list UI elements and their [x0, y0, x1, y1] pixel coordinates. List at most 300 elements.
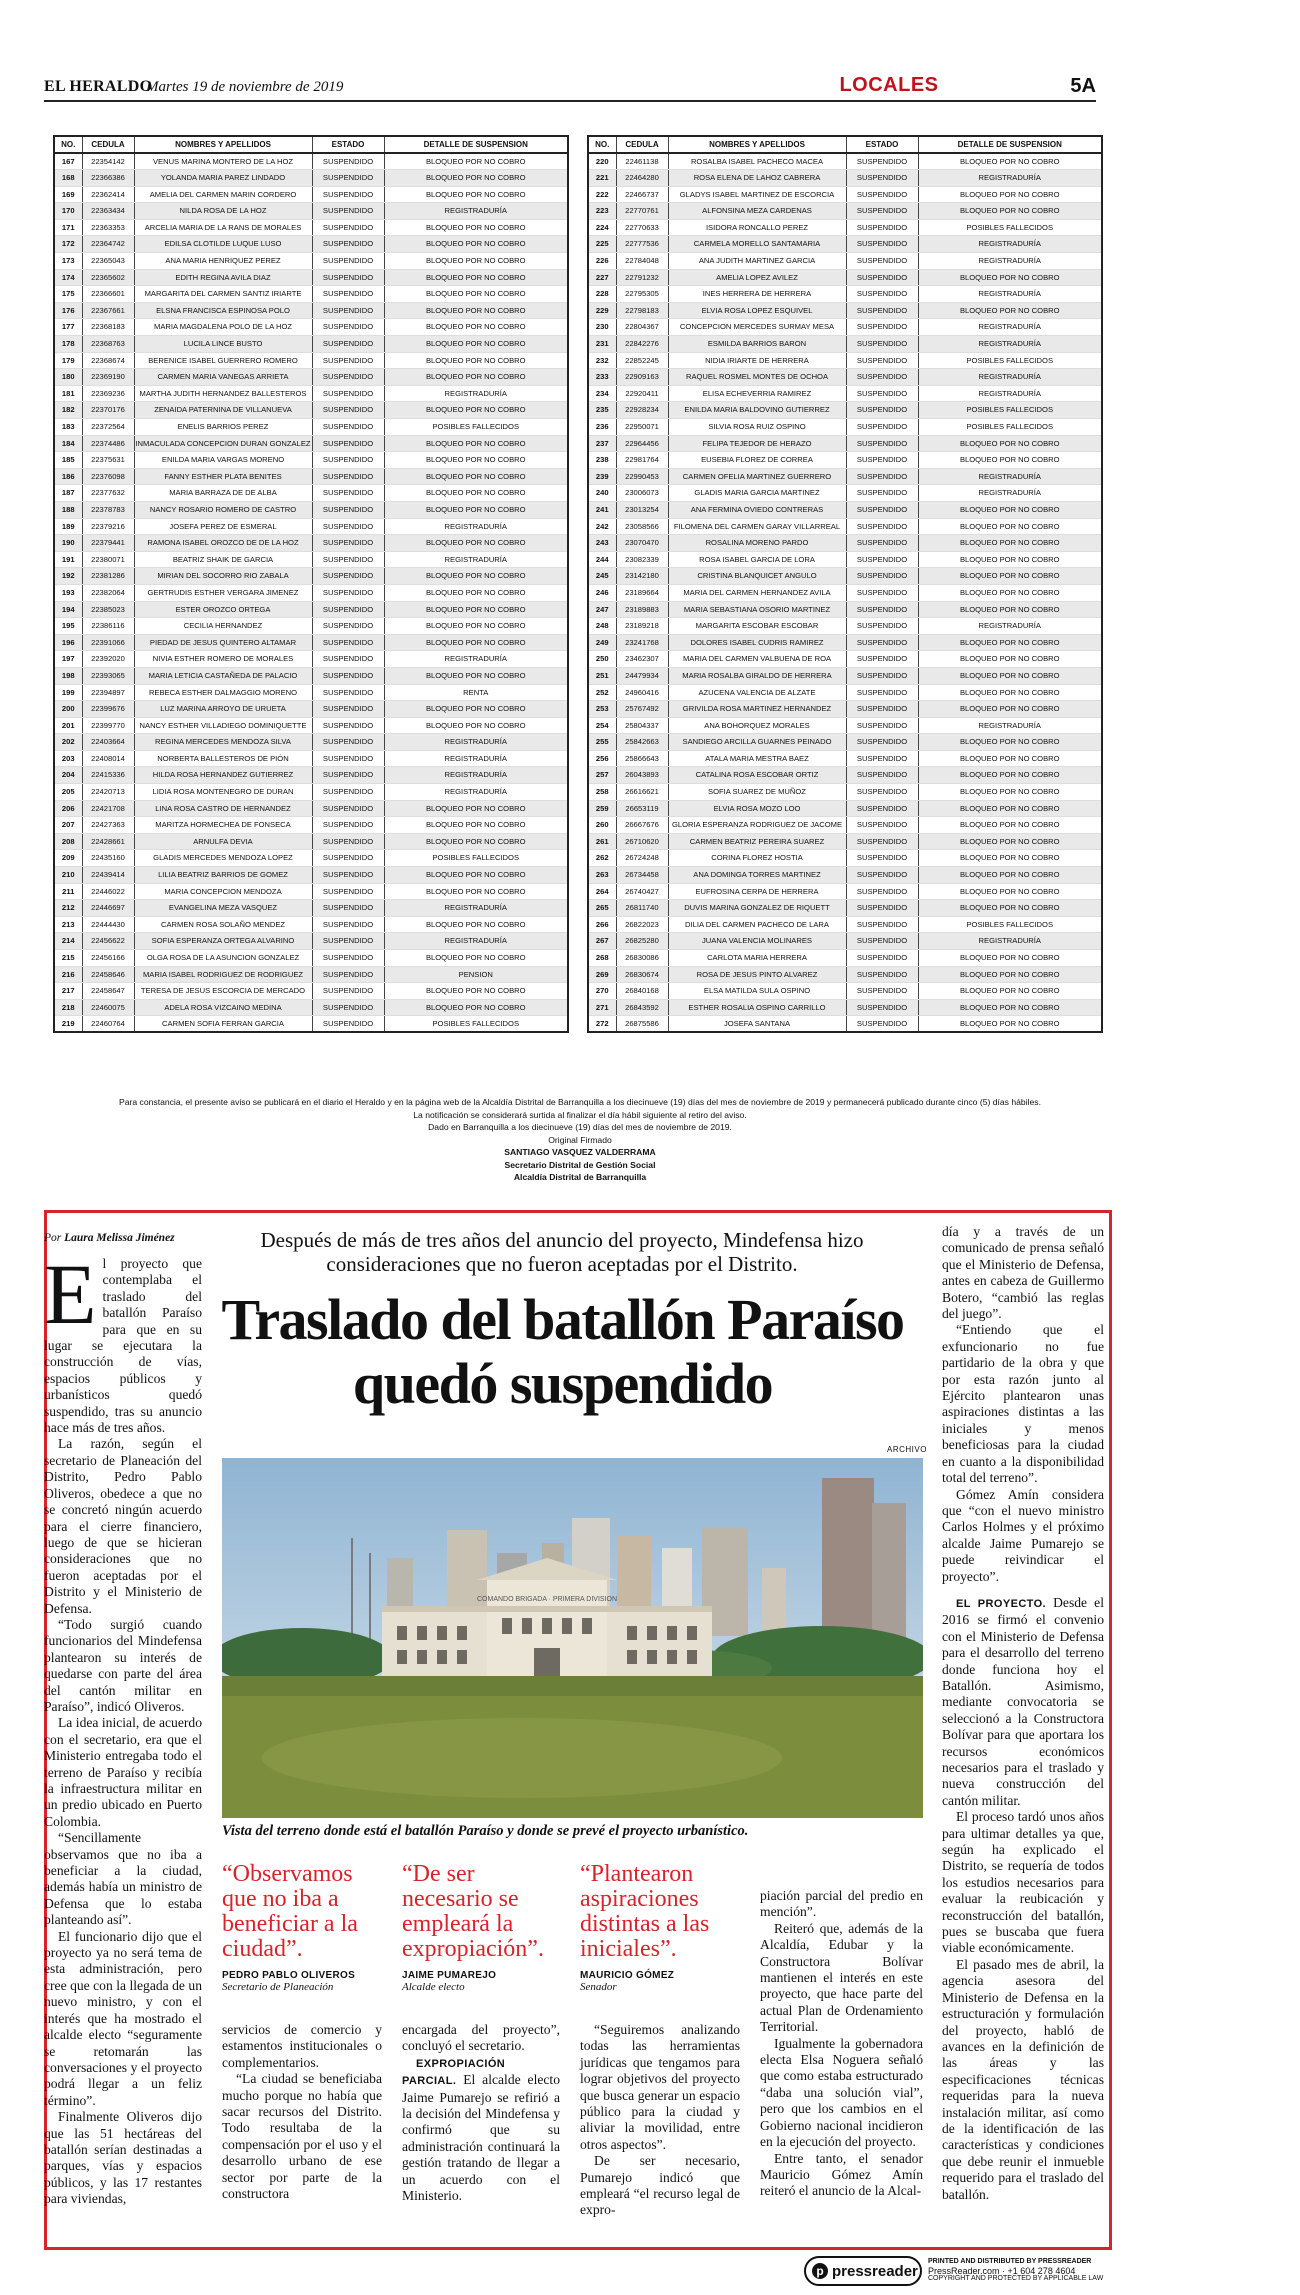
cell-number: 183: [54, 419, 82, 436]
cell-cedula: 22368674: [82, 352, 134, 369]
col-header-name: NOMBRES Y APELLIDOS: [668, 136, 846, 153]
cell-cedula: 22920411: [616, 385, 668, 402]
cell-detail: BLOQUEO POR NO COBRO: [918, 999, 1102, 1016]
cell-cedula: 22466737: [616, 186, 668, 203]
cell-cedula: 22374486: [82, 435, 134, 452]
cell-name: FILOMENA DEL CARMEN GARAY VILLARREAL: [668, 518, 846, 535]
cell-name: ANA MARIA HENRIQUEZ PEREZ: [134, 253, 312, 270]
cell-name: ELSNA FRANCISCA ESPINOSA POLO: [134, 302, 312, 319]
cell-status: SUSPENDIDO: [312, 734, 384, 751]
cell-detail: BLOQUEO POR NO COBRO: [918, 734, 1102, 751]
cell-number: 194: [54, 601, 82, 618]
cell-status: SUSPENDIDO: [312, 701, 384, 718]
cell-cedula: 22403664: [82, 734, 134, 751]
table-row: [54, 369, 568, 386]
quote-text: “Observamos que no iba a beneficiar a la ciudad”.: [222, 1861, 358, 1962]
cell-cedula: 26830086: [616, 950, 668, 967]
table-row: [588, 485, 1102, 502]
cell-name: YOLANDA MARIA PAREZ LINDADO: [134, 170, 312, 187]
cell-status: SUSPENDIDO: [312, 933, 384, 950]
table-row: [588, 601, 1102, 618]
cell-detail: BLOQUEO POR NO COBRO: [384, 501, 568, 518]
table-row: [588, 850, 1102, 867]
cell-detail: BLOQUEO POR NO COBRO: [384, 535, 568, 552]
quote-role: Senador: [580, 1981, 617, 1993]
cell-number: 249: [588, 634, 616, 651]
cell-number: 265: [588, 900, 616, 917]
cell-number: 263: [588, 867, 616, 884]
cell-cedula: 25866643: [616, 750, 668, 767]
cell-name: AMELIA DEL CARMEN MARIN CORDERO: [134, 186, 312, 203]
cell-cedula: 22379216: [82, 518, 134, 535]
cell-name: ANA JUDITH MARTINEZ GARCIA: [668, 253, 846, 270]
cell-status: SUSPENDIDO: [846, 999, 918, 1016]
cell-detail: BLOQUEO POR NO COBRO: [918, 269, 1102, 286]
cell-name: GLADIS MARIA GARCIA MARTINEZ: [668, 485, 846, 502]
cell-status: SUSPENDIDO: [312, 601, 384, 618]
table-row: [588, 651, 1102, 668]
table-row: [54, 153, 568, 170]
table-row: [54, 518, 568, 535]
cell-number: 170: [54, 203, 82, 220]
notice-line: Dado en Barranquilla a los diecinueve (19) días del mes de noviembre de 2019.: [428, 1122, 732, 1132]
cell-status: SUSPENDIDO: [846, 618, 918, 635]
cell-name: EUSEBIA FLOREZ DE CORREA: [668, 452, 846, 469]
cell-detail: REGISTRADURÍA: [384, 750, 568, 767]
cell-number: 186: [54, 468, 82, 485]
cell-number: 233: [588, 369, 616, 386]
table-row: [588, 750, 1102, 767]
cell-detail: BLOQUEO POR NO COBRO: [918, 900, 1102, 917]
table-row: [588, 618, 1102, 635]
cell-number: 236: [588, 419, 616, 436]
cell-number: 235: [588, 402, 616, 419]
cell-number: 230: [588, 319, 616, 336]
table-row: [588, 999, 1102, 1016]
cell-cedula: 22791232: [616, 269, 668, 286]
cell-name: CONCEPCION MERCEDES SURMAY MESA: [668, 319, 846, 336]
cell-number: 208: [54, 833, 82, 850]
cell-status: SUSPENDIDO: [312, 153, 384, 170]
cell-cedula: 26822023: [616, 916, 668, 933]
col-header-estado: ESTADO: [312, 136, 384, 153]
cell-detail: BLOQUEO POR NO COBRO: [384, 435, 568, 452]
cell-name: REGINA MERCEDES MENDOZA SILVA: [134, 734, 312, 751]
article-column-1: [44, 1246, 202, 2208]
cell-cedula: 22415336: [82, 767, 134, 784]
table-row: [54, 767, 568, 784]
cell-detail: POSIBLES FALLECIDOS: [384, 850, 568, 867]
table-row: [588, 369, 1102, 386]
cell-cedula: 22795305: [616, 286, 668, 303]
cell-status: SUSPENDIDO: [846, 717, 918, 734]
cell-status: SUSPENDIDO: [846, 900, 918, 917]
table-row: [54, 219, 568, 236]
copyright-line: COPYRIGHT AND PROTECTED BY APPLICABLE LAW: [928, 2275, 1104, 2282]
cell-status: SUSPENDIDO: [312, 900, 384, 917]
table-row: [54, 336, 568, 353]
cell-detail: POSIBLES FALLECIDOS: [918, 916, 1102, 933]
signatory-title: Secretario Distrital de Gestión Social: [504, 1159, 656, 1170]
table-row: [588, 253, 1102, 270]
article-column-3: [402, 2022, 560, 2204]
cell-status: SUSPENDIDO: [312, 352, 384, 369]
paragraph: “La ciudad se beneficiaba mucho porque no había que sacar recursos del Distrito. Todo resultaba de la compensación por el uso y el desarrollo urbano de ese sector por parte de la constructora: [222, 2071, 382, 2202]
table-row: [54, 452, 568, 469]
cell-detail: BLOQUEO POR NO COBRO: [918, 452, 1102, 469]
cell-cedula: 22461138: [616, 153, 668, 170]
cell-name: RAMONA ISABEL OROZCO DE DE LA HOZ: [134, 535, 312, 552]
cell-number: 175: [54, 286, 82, 303]
cell-detail: REGISTRADURÍA: [384, 784, 568, 801]
photo-credit: ARCHIVO: [887, 1445, 927, 1454]
cell-name: NIVIA ESTHER ROMERO DE MORALES: [134, 651, 312, 668]
table-row: [588, 568, 1102, 585]
cell-number: 179: [54, 352, 82, 369]
cell-cedula: 22381286: [82, 568, 134, 585]
cell-number: 242: [588, 518, 616, 535]
cell-detail: BLOQUEO POR NO COBRO: [384, 302, 568, 319]
cell-status: SUSPENDIDO: [312, 435, 384, 452]
table-row: [588, 551, 1102, 568]
paragraph: día y a través de un comunicado de prensa señaló que el Ministerio de Defensa, antes en cabeza de Guillermo Botero, “cambió las reglas del juego”.: [942, 1224, 1104, 1322]
cell-cedula: 22380071: [82, 551, 134, 568]
cell-detail: REGISTRADURÍA: [384, 651, 568, 668]
cell-cedula: 22354142: [82, 153, 134, 170]
legal-notice: [60, 1096, 1100, 1184]
cell-number: 257: [588, 767, 616, 784]
cell-name: LILIA BEATRIZ BARRIOS DE GOMEZ: [134, 867, 312, 884]
cell-detail: POSIBLES FALLECIDOS: [918, 352, 1102, 369]
cell-number: 199: [54, 684, 82, 701]
cell-cedula: 22368183: [82, 319, 134, 336]
cell-name: OLGA ROSA DE LA ASUNCION GONZALEZ: [134, 950, 312, 967]
cell-number: 261: [588, 833, 616, 850]
cell-name: ANA BOHORQUEZ MORALES: [668, 717, 846, 734]
table-row: [54, 667, 568, 684]
table-row: [54, 817, 568, 834]
cell-number: 191: [54, 551, 82, 568]
cell-number: 218: [54, 999, 82, 1016]
cell-detail: BLOQUEO POR NO COBRO: [918, 867, 1102, 884]
cell-status: SUSPENDIDO: [312, 236, 384, 253]
cell-cedula: 22365043: [82, 253, 134, 270]
cell-cedula: 22367661: [82, 302, 134, 319]
cell-number: 227: [588, 269, 616, 286]
cell-detail: BLOQUEO POR NO COBRO: [918, 667, 1102, 684]
cell-status: SUSPENDIDO: [846, 203, 918, 220]
table-row: [588, 701, 1102, 718]
cell-status: SUSPENDIDO: [312, 750, 384, 767]
cell-cedula: 22420713: [82, 784, 134, 801]
paragraph-text: El alcalde electo Jaime Pumarejo se refirió a la decisión del Mindefensa y confirmó que su administración continuará la gestión tratando de llegar a un acuerdo con el Ministerio.: [402, 2072, 560, 2204]
cell-status: SUSPENDIDO: [846, 219, 918, 236]
quote-text: “De ser necesario se empleará la expropiación”.: [402, 1861, 544, 1962]
cell-status: SUSPENDIDO: [846, 186, 918, 203]
paragraph: El funcionario dijo que el proyecto ya no será tema de esta administración, pero cree que con la llegada de un nuevo ministro, y con el interés que ha mostrado el alcalde electo “seguramente se retomarán las conversaciones y el proyecto podrá llegar a un feliz término”.: [44, 1928, 202, 2108]
cell-detail: REGISTRADURÍA: [918, 319, 1102, 336]
cell-cedula: 23070470: [616, 535, 668, 552]
cell-status: SUSPENDIDO: [846, 535, 918, 552]
cell-name: MARIA CONCEPCION MENDOZA: [134, 883, 312, 900]
cell-cedula: 22366601: [82, 286, 134, 303]
paragraph: encargada del proyecto”, concluyó el secretario.: [402, 2022, 560, 2054]
cell-detail: BLOQUEO POR NO COBRO: [384, 186, 568, 203]
table-row: [54, 983, 568, 1000]
table-row: [588, 833, 1102, 850]
cell-cedula: 22382064: [82, 584, 134, 601]
cell-cedula: 22368763: [82, 336, 134, 353]
cell-status: SUSPENDIDO: [312, 784, 384, 801]
table-row: [54, 900, 568, 917]
cell-name: MARIA ROSALBA GIRALDO DE HERRERA: [668, 667, 846, 684]
cell-status: SUSPENDIDO: [312, 452, 384, 469]
byline-prefix: Por: [44, 1232, 62, 1244]
cell-name: INMACULADA CONCEPCION DURAN GONZALEZ: [134, 435, 312, 452]
cell-cedula: 22964456: [616, 435, 668, 452]
cell-number: 190: [54, 535, 82, 552]
cell-status: SUSPENDIDO: [312, 319, 384, 336]
cell-detail: REGISTRADURÍA: [384, 734, 568, 751]
cell-name: ADELA ROSA VIZCAINO MEDINA: [134, 999, 312, 1016]
cell-status: SUSPENDIDO: [846, 385, 918, 402]
paragraph: La idea inicial, de acuerdo con el secretario, era que el Ministerio entregaba todo el terreno de Paraíso y recibía la infraestructura militar en un predio ubicado en Puerto Colombia.: [44, 1715, 202, 1829]
paragraph: El pasado mes de abril, la agencia asesora del Ministerio de Defensa en la estructuración y formulación del proyecto, habló de avances en la definición de las áreas y las especificaciones técnicas requeridas para la nueva instalación militar, así como de la identificación de las características y condiciones que debe reunir el inmueble requerido para el traslado del batallón.: [942, 1956, 1104, 2202]
article-kicker: Después de más de tres años del anuncio del proyecto, Mindefensa hizo consideraciones que no fueron aceptadas por el Distrito.: [260, 1228, 864, 1276]
cell-cedula: 22408014: [82, 750, 134, 767]
cell-detail: BLOQUEO POR NO COBRO: [384, 253, 568, 270]
table-row: [54, 286, 568, 303]
quote-author: MAURICIO GÓMEZ: [580, 1970, 675, 1981]
cell-detail: BLOQUEO POR NO COBRO: [384, 950, 568, 967]
cell-name: CARMEN ROSA SOLAÑO MENDEZ: [134, 916, 312, 933]
cell-cedula: 22770761: [616, 203, 668, 220]
cell-status: SUSPENDIDO: [846, 916, 918, 933]
cell-cedula: 26825280: [616, 933, 668, 950]
cell-number: 239: [588, 468, 616, 485]
cell-name: JOSEFA SANTANA: [668, 1016, 846, 1033]
cell-status: SUSPENDIDO: [846, 485, 918, 502]
table-row: [588, 435, 1102, 452]
cell-name: MARIA DEL CARMEN VALBUENA DE ROA: [668, 651, 846, 668]
cell-number: 240: [588, 485, 616, 502]
cell-status: SUSPENDIDO: [846, 551, 918, 568]
photo-caption: Vista del terreno donde está el batallón Paraíso y donde se prevé el proyecto urbanístico.: [222, 1823, 749, 1839]
notice-line: Original Firmado: [548, 1134, 612, 1145]
cell-status: SUSPENDIDO: [846, 236, 918, 253]
table-row: [54, 916, 568, 933]
cell-detail: REGISTRADURÍA: [384, 203, 568, 220]
cell-cedula: 23189664: [616, 584, 668, 601]
cell-status: SUSPENDIDO: [846, 319, 918, 336]
cell-name: CRISTINA BLANQUICET ANGULO: [668, 568, 846, 585]
cell-cedula: 22377632: [82, 485, 134, 502]
col-header-cedula: CEDULA: [82, 136, 134, 153]
cell-name: FANNY ESTHER PLATA BENITES: [134, 468, 312, 485]
table-row: [54, 236, 568, 253]
cell-cedula: 24479934: [616, 667, 668, 684]
cell-number: 238: [588, 452, 616, 469]
cell-status: SUSPENDIDO: [312, 833, 384, 850]
cell-number: 216: [54, 966, 82, 983]
notice-line: Para constancia, el presente aviso se publicará en el diario el Heraldo y en la página web de la Alcaldía Distrital de Barranquilla a los diecinueve (19) días del mes de noviembre de 2019 y permanecerá publicado durante cinco (5) días hábiles.: [119, 1097, 1041, 1107]
cell-status: SUSPENDIDO: [846, 966, 918, 983]
cell-detail: BLOQUEO POR NO COBRO: [384, 170, 568, 187]
cell-number: 184: [54, 435, 82, 452]
cell-name: ROSA ISABEL GARCIA DE LORA: [668, 551, 846, 568]
cell-name: AZUCENA VALENCIA DE ALZATE: [668, 684, 846, 701]
cell-status: SUSPENDIDO: [312, 817, 384, 834]
cell-status: SUSPENDIDO: [846, 850, 918, 867]
cell-cedula: 22456622: [82, 933, 134, 950]
paragraph: Reiteró que, además de la Alcaldía, Edubar y la Constructora Bolívar mantienen el interés en este proyecto, que hace parte del actual Plan de Ordenamiento Territorial.: [760, 1920, 923, 2035]
table-row: [588, 983, 1102, 1000]
cell-number: 226: [588, 253, 616, 270]
cell-cedula: 22427363: [82, 817, 134, 834]
byline-author: Laura Melissa Jiménez: [64, 1232, 175, 1244]
table-row: [54, 966, 568, 983]
col-header-cedula: CEDULA: [616, 136, 668, 153]
cell-detail: BLOQUEO POR NO COBRO: [384, 468, 568, 485]
cell-status: SUSPENDIDO: [312, 916, 384, 933]
quote-author: JAIME PUMAREJO: [402, 1970, 497, 1981]
cell-status: SUSPENDIDO: [846, 435, 918, 452]
cell-number: 228: [588, 286, 616, 303]
cell-status: SUSPENDIDO: [312, 651, 384, 668]
cell-cedula: 26710620: [616, 833, 668, 850]
cell-name: ROSALBA ISABEL PACHECO MACEA: [668, 153, 846, 170]
cell-status: SUSPENDIDO: [312, 269, 384, 286]
notice-line: La notificación se considerará surtida al finalizar el día hábil siguiente al retiro del aviso.: [413, 1109, 747, 1120]
cell-cedula: 22378783: [82, 501, 134, 518]
cell-detail: BLOQUEO POR NO COBRO: [384, 236, 568, 253]
cell-detail: BLOQUEO POR NO COBRO: [918, 817, 1102, 834]
cell-detail: BLOQUEO POR NO COBRO: [918, 535, 1102, 552]
cell-detail: REGISTRADURÍA: [918, 385, 1102, 402]
cell-detail: BLOQUEO POR NO COBRO: [384, 269, 568, 286]
table-row: [54, 651, 568, 668]
col-header-detalle: DETALLE DE SUSPENSION: [384, 136, 568, 153]
cell-name: TERESA DE JESUS ESCORCIA DE MERCADO: [134, 983, 312, 1000]
cell-cedula: 26616621: [616, 784, 668, 801]
pressreader-logo[interactable]: [804, 2256, 922, 2286]
cell-name: CORINA FLOREZ HOSTIA: [668, 850, 846, 867]
table-row: [588, 170, 1102, 187]
cell-number: 252: [588, 684, 616, 701]
cell-detail: REGISTRADURÍA: [918, 253, 1102, 270]
cell-detail: BLOQUEO POR NO COBRO: [384, 701, 568, 718]
table-row: [588, 717, 1102, 734]
cell-name: ANA FERMINA OVIEDO CONTRERAS: [668, 501, 846, 518]
paragraph: piación parcial del predio en mención”.: [760, 1888, 923, 1920]
cell-number: 206: [54, 800, 82, 817]
cell-detail: BLOQUEO POR NO COBRO: [918, 568, 1102, 585]
cell-detail: BLOQUEO POR NO COBRO: [384, 402, 568, 419]
cell-number: 185: [54, 452, 82, 469]
cell-name: MARIA SEBASTIANA OSORIO MARTINEZ: [668, 601, 846, 618]
article-column-4: [580, 2022, 740, 2219]
cell-status: SUSPENDIDO: [846, 833, 918, 850]
table-row: [54, 203, 568, 220]
cell-status: SUSPENDIDO: [846, 170, 918, 187]
cell-detail: BLOQUEO POR NO COBRO: [918, 651, 1102, 668]
cell-cedula: 23058566: [616, 518, 668, 535]
cell-name: DILIA DEL CARMEN PACHECO DE LARA: [668, 916, 846, 933]
table-row: [54, 734, 568, 751]
cell-name: NIDIA IRIARTE DE HERRERA: [668, 352, 846, 369]
cell-detail: BLOQUEO POR NO COBRO: [918, 784, 1102, 801]
table-row: [54, 385, 568, 402]
cell-status: SUSPENDIDO: [312, 999, 384, 1016]
cell-number: 241: [588, 501, 616, 518]
cell-status: SUSPENDIDO: [312, 219, 384, 236]
cell-detail: BLOQUEO POR NO COBRO: [918, 153, 1102, 170]
cell-status: SUSPENDIDO: [312, 568, 384, 585]
cell-number: 210: [54, 867, 82, 884]
cell-number: 177: [54, 319, 82, 336]
cell-detail: POSIBLES FALLECIDOS: [384, 1016, 568, 1033]
cell-status: SUSPENDIDO: [846, 419, 918, 436]
cell-status: SUSPENDIDO: [312, 402, 384, 419]
cell-detail: BLOQUEO POR NO COBRO: [918, 767, 1102, 784]
cell-name: FELIPA TEJEDOR DE HERAZO: [668, 435, 846, 452]
cell-name: ANA DOMINGA TORRES MARTINEZ: [668, 867, 846, 884]
paragraph: El proceso tardó unos años para ultimar detalles ya que, según ha explicado el Distrito, se requería de todos los estudios necesarios para evaluar la reubicación y reconstrucción del batallón, pues se buscaba que fuera viable económicamente.: [942, 1809, 1104, 1956]
cell-name: PIEDAD DE JESUS QUINTERO ALTAMAR: [134, 634, 312, 651]
cell-status: SUSPENDIDO: [846, 883, 918, 900]
table-row: [588, 336, 1102, 353]
quote-role: Alcalde electo: [402, 1981, 465, 1993]
cell-cedula: 22460075: [82, 999, 134, 1016]
table-row: [588, 219, 1102, 236]
cell-detail: POSIBLES FALLECIDOS: [918, 419, 1102, 436]
cell-cedula: 22981764: [616, 452, 668, 469]
cell-name: MARIA BARRAZA DE DE ALBA: [134, 485, 312, 502]
cell-detail: REGISTRADURÍA: [384, 933, 568, 950]
cell-name: MARGARITA ESCOBAR ESCOBAR: [668, 618, 846, 635]
cell-number: 260: [588, 817, 616, 834]
cell-cedula: 23189218: [616, 618, 668, 635]
table-row: [54, 784, 568, 801]
paragraph: “Seguiremos analizando todas las herramientas jurídicas que tengamos para lograr objetivos del proyecto que busca generar un espacio público para la ciudad y aliviar la movilidad, entre otros aspectos”.: [580, 2022, 740, 2152]
subsection-lead: EL PROYECTO.: [956, 1597, 1046, 1610]
cell-status: SUSPENDIDO: [846, 933, 918, 950]
table-row: [54, 302, 568, 319]
cell-number: 271: [588, 999, 616, 1016]
table-row: [54, 269, 568, 286]
cell-number: 219: [54, 1016, 82, 1033]
cell-number: 198: [54, 667, 82, 684]
cell-cedula: 22456166: [82, 950, 134, 967]
cell-status: SUSPENDIDO: [312, 419, 384, 436]
table-row: [588, 385, 1102, 402]
cell-number: 253: [588, 701, 616, 718]
cell-name: LUZ MARINA ARROYO DE URUETA: [134, 701, 312, 718]
cell-detail: BLOQUEO POR NO COBRO: [918, 186, 1102, 203]
table-row: [54, 717, 568, 734]
cell-detail: BLOQUEO POR NO COBRO: [918, 883, 1102, 900]
cell-number: 189: [54, 518, 82, 535]
cell-number: 171: [54, 219, 82, 236]
cell-cedula: 22446697: [82, 900, 134, 917]
signatory-name: SANTIAGO VASQUEZ VALDERRAMA: [504, 1147, 656, 1157]
byline: [44, 1232, 175, 1244]
table-row: [54, 618, 568, 635]
table-row: [588, 269, 1102, 286]
cell-detail: REGISTRADURÍA: [918, 618, 1102, 635]
cell-status: SUSPENDIDO: [312, 203, 384, 220]
table-row: [54, 170, 568, 187]
